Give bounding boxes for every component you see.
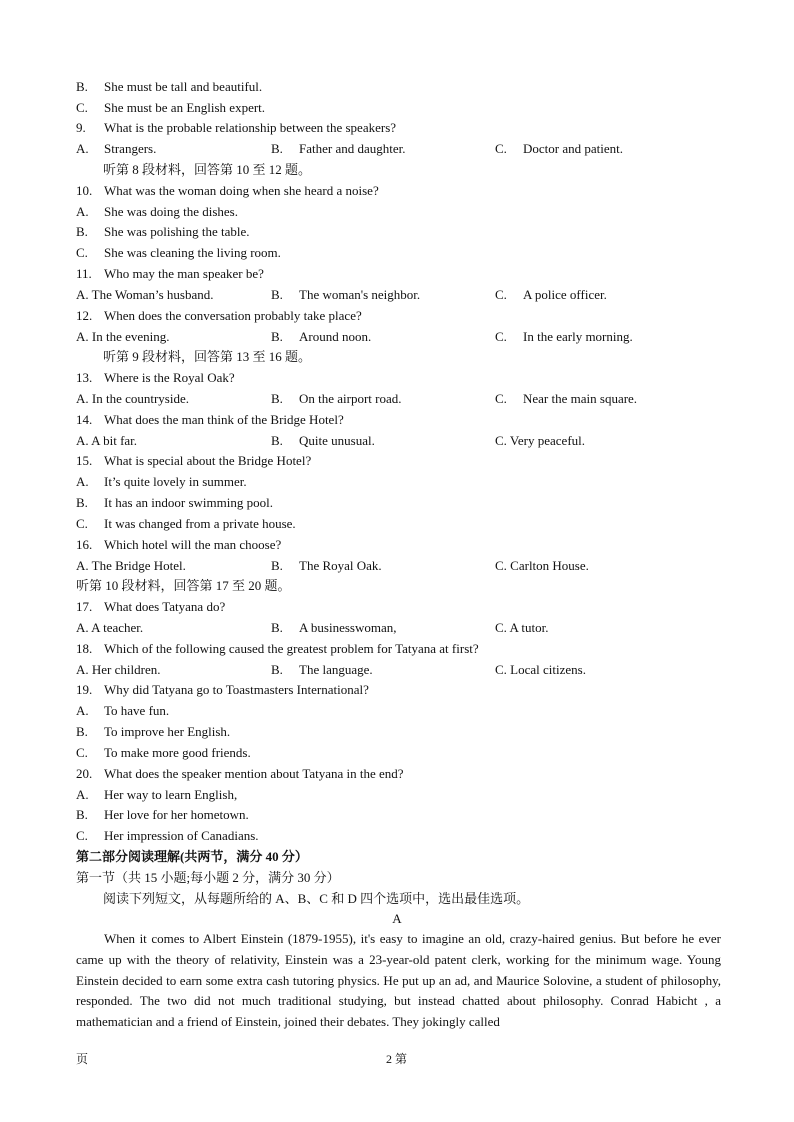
passage-a-text: When it comes to Albert Einstein (1879-1955), it's easy to imagine an old, crazy-haired genius. But before he ever came up with the theory of relativity, Einstein was a 23-year-old patent clerk, working for the minimum wage. Young Einstein decided to earn some extra cash tutoring physics. He put up an ad, and Maurice Solovine, a student of philosophy, responded. The two did not much traditional studying, but instead chatted about philosophy. Conrad Habicht , a mathematician and a friend of Einstein, joined their debates. They jokingly called [76,931,721,1030]
q19-option-b: B. To improve her English. [76,724,231,739]
q16-options: A. The Bridge Hotel. B. The Royal Oak. C. Carlton House. [76,558,589,573]
question-12: 12. When does the conversation probably take place? [76,308,362,323]
reading-section-title: 第一节（共 15 小题;每小题 2 分，满分 30 分） [76,870,340,885]
question-14: 14. What does the man think of the Bridge Hotel? [76,412,344,427]
q8-option-b: B. She must be tall and beautiful. [76,79,263,94]
question-17: 17. What does Tatyana do? [76,599,226,614]
section-8-heading: 听第 8 段材料，回答第 10 至 12 题。 [103,162,312,177]
q15-option-c: C. It was changed from a private house. [76,516,296,531]
reading-instruction: 阅读下列短文，从每题所给的 A、B、C 和 D 四个选项中，选出最佳选项。 [103,891,530,906]
question-13: 13. Where is the Royal Oak? [76,370,235,385]
section-9-heading: 听第 9 段材料，回答第 13 至 16 题。 [103,349,312,364]
q20-option-b: B. Her love for her hometown. [76,807,249,822]
question-9: 9. What is the probable relationship between the speakers? [76,120,397,135]
q20-option-a: A. Her way to learn English, [76,787,238,802]
q10-option-c: C. She was cleaning the living room. [76,245,281,260]
q12-options: A. In the evening. B. Around noon. C. In the early morning. [76,329,633,344]
q18-options: A. Her children. B. The language. C. Local citizens. [76,662,586,677]
reading-part-title: 第二部分阅读理解(共两节，满分 40 分） [76,849,308,864]
q10-option-b: B. She was polishing the table. [76,224,250,239]
q10-option-a: A. She was doing the dishes. [76,204,238,219]
section-10-heading: 听第 10 段材料，回答第 17 至 20 题。 [76,578,291,593]
q8-option-c: C. She must be an English expert. [76,100,266,115]
q14-options: A. A bit far. B. Quite unusual. C. Very peaceful. [76,433,586,448]
q15-option-a: A. It’s quite lovely in summer. [76,474,247,489]
q20-option-c: C. Her impression of Canadians. [76,828,259,843]
question-10: 10. What was the woman doing when she heard a noise? [76,183,379,198]
question-19: 19. Why did Tatyana go to Toastmasters International? [76,682,369,697]
question-15: 15. What is special about the Bridge Hotel? [76,453,312,468]
page-number: 2 第 [386,1052,408,1066]
q17-options: A. A teacher. B. A businesswoman, C. A tutor. [76,620,549,635]
question-20: 20. What does the speaker mention about Tatyana in the end? [76,766,404,781]
question-18: 18. Which of the following caused the greatest problem for Tatyana at first? [76,641,479,656]
q19-option-c: C. To make more good friends. [76,745,251,760]
q9-options: A. Strangers. B. Father and daughter. C. Doctor and patient. [76,141,623,156]
footer-left: 页 [76,1052,89,1066]
question-11: 11. Who may the man speaker be? [76,266,264,281]
q11-options: A. The Woman’s husband. B. The woman's neighbor. C. A police officer. [76,287,607,302]
question-16: 16. Which hotel will the man choose? [76,537,282,552]
q19-option-a: A. To have fun. [76,703,170,718]
q15-option-b: B. It has an indoor swimming pool. [76,495,273,510]
passage-label: A [392,911,402,926]
q13-options: A. In the countryside. B. On the airport road. C. Near the main square. [76,391,638,406]
